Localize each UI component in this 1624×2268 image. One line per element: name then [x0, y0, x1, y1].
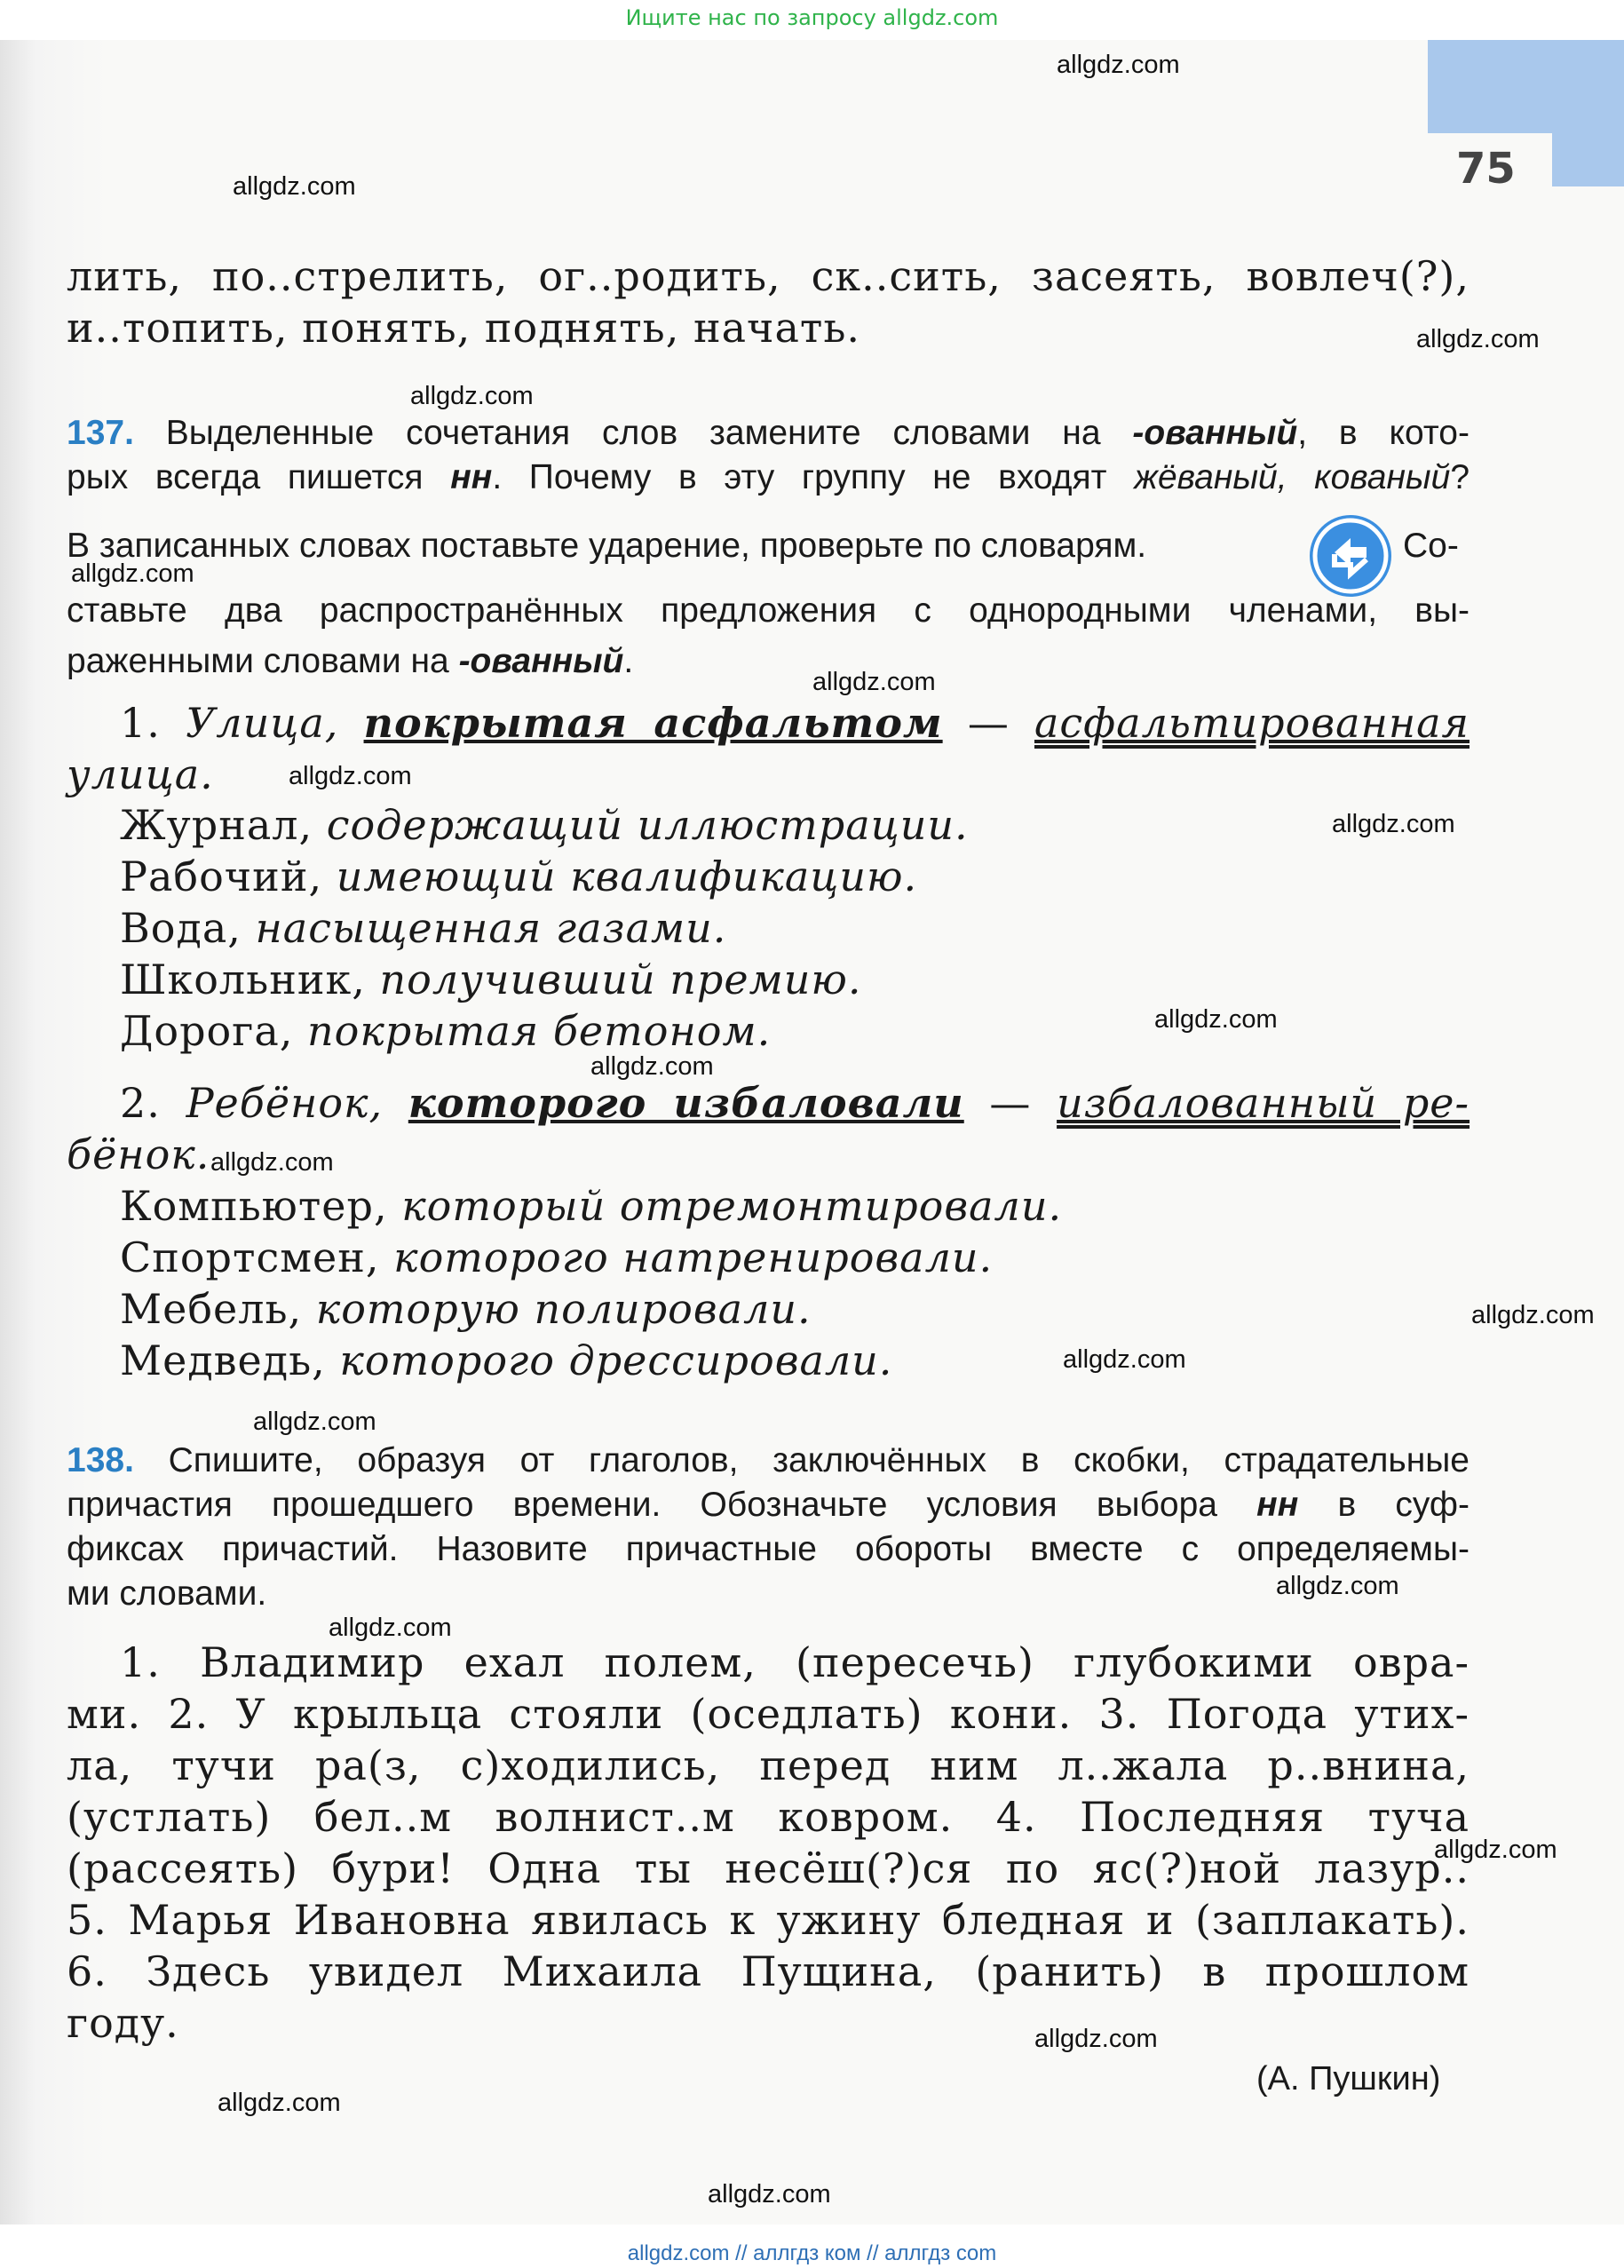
noun: Журнал, [120, 801, 313, 849]
watermark: allgdz.com [812, 668, 936, 696]
dictionary-check-icon [1310, 515, 1391, 597]
phrase: которого избаловали [408, 1079, 964, 1127]
watermark: allgdz.com [1057, 51, 1180, 79]
author-attribution: (А. Пушкин) [1256, 2060, 1441, 2098]
ex137-text: , в кото- [1297, 414, 1470, 452]
list-item [120, 851, 917, 902]
watermark: allgdz.com [1063, 1345, 1186, 1374]
noun: Медведь, [120, 1336, 326, 1384]
noun: Компьютер, [120, 1182, 388, 1230]
ex137-line5 [67, 639, 1470, 684]
noun: Рабочий, [120, 852, 323, 900]
exercise-number: 137. [67, 414, 134, 452]
ex138-text-line: 6. Здесь увидел Михаила Пущина, (ранить) в прошлом [67, 1947, 1470, 1995]
ex137-text: рых всегда пишется [67, 458, 424, 496]
noun: Ребёнок, [186, 1079, 384, 1127]
noun: Улица, [186, 699, 339, 747]
noun: Спортсмен, [120, 1233, 380, 1281]
ex137-line4: ставьте два распространённых предложения с однородными членами, вы- [67, 591, 1470, 630]
ex138-text-line: 1. Владимир ехал полем, (пересечь) глубокими овра- [120, 1638, 1470, 1686]
group1-heading-end: улица. [67, 750, 214, 798]
phrase: которую полировали. [315, 1285, 812, 1333]
phrase: которого натренировали. [393, 1233, 994, 1281]
top-banner-link[interactable]: Ищите нас по запросу allgdz.com [625, 5, 999, 30]
watermark: allgdz.com [210, 1148, 334, 1177]
item-number: 2. [120, 1079, 161, 1127]
watermark: allgdz.com [1276, 1572, 1399, 1600]
list-item [120, 954, 861, 1005]
ex137-text: ? [1450, 458, 1470, 496]
exercise-number: 138. [67, 1441, 134, 1479]
phrase: получивший премию. [379, 956, 862, 1003]
watermark: allgdz.com [253, 1408, 376, 1436]
watermark: allgdz.com [218, 2089, 341, 2117]
suffix: -ованный [1132, 414, 1298, 452]
words: жёваный, кованый [1134, 458, 1451, 496]
ex137-line2 [67, 456, 1470, 500]
ex138-text: причастия прошедшего времени. Обозначьте условия выбора [67, 1486, 1217, 1524]
watermark: allgdz.com [1471, 1301, 1595, 1329]
list-item [120, 1232, 993, 1283]
ex138-line4: ми словами. [67, 1574, 267, 1613]
bottom-banner-links[interactable]: allgdz.com // аллгдз ком // аллгдз com [627, 2241, 997, 2265]
page-number: 75 [1456, 144, 1516, 194]
list-item [120, 902, 726, 954]
noun: Школьник, [120, 956, 366, 1003]
phrase: содержащий иллюстрации. [326, 801, 969, 849]
phrase: покрытая бетоном. [307, 1007, 772, 1055]
watermark: allgdz.com [71, 559, 194, 588]
watermark: allgdz.com [289, 762, 412, 790]
phrase: имеющий квалификацию. [336, 852, 918, 900]
ex138-line2 [67, 1483, 1470, 1527]
ex138-text-line: ла, тучи ра(з, с)ходились, перед ним л..жала р..внина, [67, 1741, 1470, 1789]
group2-heading-end: бёнок. [67, 1130, 210, 1178]
dash: — [967, 699, 1010, 747]
phrase: который отремонтировали. [401, 1182, 1063, 1230]
ex137-text: Выделенные сочетания слов замените словами на [165, 414, 1101, 452]
ex137-text: . [623, 642, 634, 680]
ex137-text: . Почему в эту группу не входят [492, 458, 1107, 496]
phrase: насыщенная газами. [255, 904, 727, 952]
derived-word: избалованный ре- [1057, 1079, 1470, 1127]
ex138-text-line: году. [67, 1999, 179, 2047]
suffix: -ованный [458, 642, 624, 680]
watermark: allgdz.com [1034, 2025, 1158, 2053]
list-item [120, 1283, 812, 1335]
list-item [120, 1335, 892, 1386]
ex138-text-line: (устлать) бел..м волнист..м ковром. 4. Последняя туча [67, 1793, 1470, 1841]
ex137-line1 [67, 411, 1470, 456]
watermark: allgdz.com [410, 382, 534, 410]
ex138-line1 [67, 1439, 1470, 1483]
ex138-text: в суф- [1337, 1486, 1470, 1524]
ex138-text-line: 5. Марья Ивановна явилась к ужину бледная и (заплакать). [67, 1896, 1470, 1944]
intro-line: лить, по..стрелить, ог..родить, ск..сить, засеять, вовлеч(?), [67, 252, 1470, 300]
noun: Дорога, [120, 1007, 294, 1055]
nn: нн [1256, 1486, 1299, 1524]
ex137-line3-end: Со- [1403, 527, 1459, 565]
watermark: allgdz.com [1416, 325, 1540, 353]
ex137-line3: В записанных словах поставьте ударение, проверьте по словарям. [67, 527, 1147, 565]
ex138-line3: фиксах причастий. Назовите причастные обороты вместе с определяемы- [67, 1530, 1470, 1568]
watermark: allgdz.com [233, 172, 356, 201]
watermark: allgdz.com [1154, 1005, 1278, 1034]
ex137-text: раженными словами на [67, 642, 449, 680]
watermark: allgdz.com [590, 1052, 714, 1081]
dash: — [989, 1079, 1032, 1127]
watermark: allgdz.com [329, 1614, 452, 1642]
noun: Мебель, [120, 1285, 303, 1333]
list-item [120, 1180, 1062, 1232]
list-item [120, 1005, 771, 1057]
list-item [120, 799, 969, 851]
phrase: покрытая асфальтом [363, 699, 943, 747]
ex138-text: Спишите, образуя от глаголов, заключённых в скобки, страдательные [168, 1441, 1470, 1479]
phrase: которого дрессировали. [339, 1336, 893, 1384]
watermark: allgdz.com [708, 2180, 831, 2209]
group2-heading [120, 1077, 1470, 1129]
group1-heading [120, 697, 1470, 749]
derived-word: асфальтированная [1034, 699, 1470, 747]
ex138-text-line: ми. 2. У крыльца стояли (оседлать) кони. 3. Погода утих- [67, 1690, 1470, 1738]
intro-line: и..топить, понять, поднять, начать. [67, 304, 860, 352]
item-number: 1. [120, 699, 161, 747]
watermark: allgdz.com [1434, 1836, 1557, 1864]
nn: нн [450, 458, 493, 496]
watermark: allgdz.com [1332, 810, 1455, 838]
ex138-text-line: (рассеять) бури! Одна ты несёш(?)ся по яс(?)ной лазур.. [67, 1844, 1470, 1892]
noun: Вода, [120, 904, 242, 952]
